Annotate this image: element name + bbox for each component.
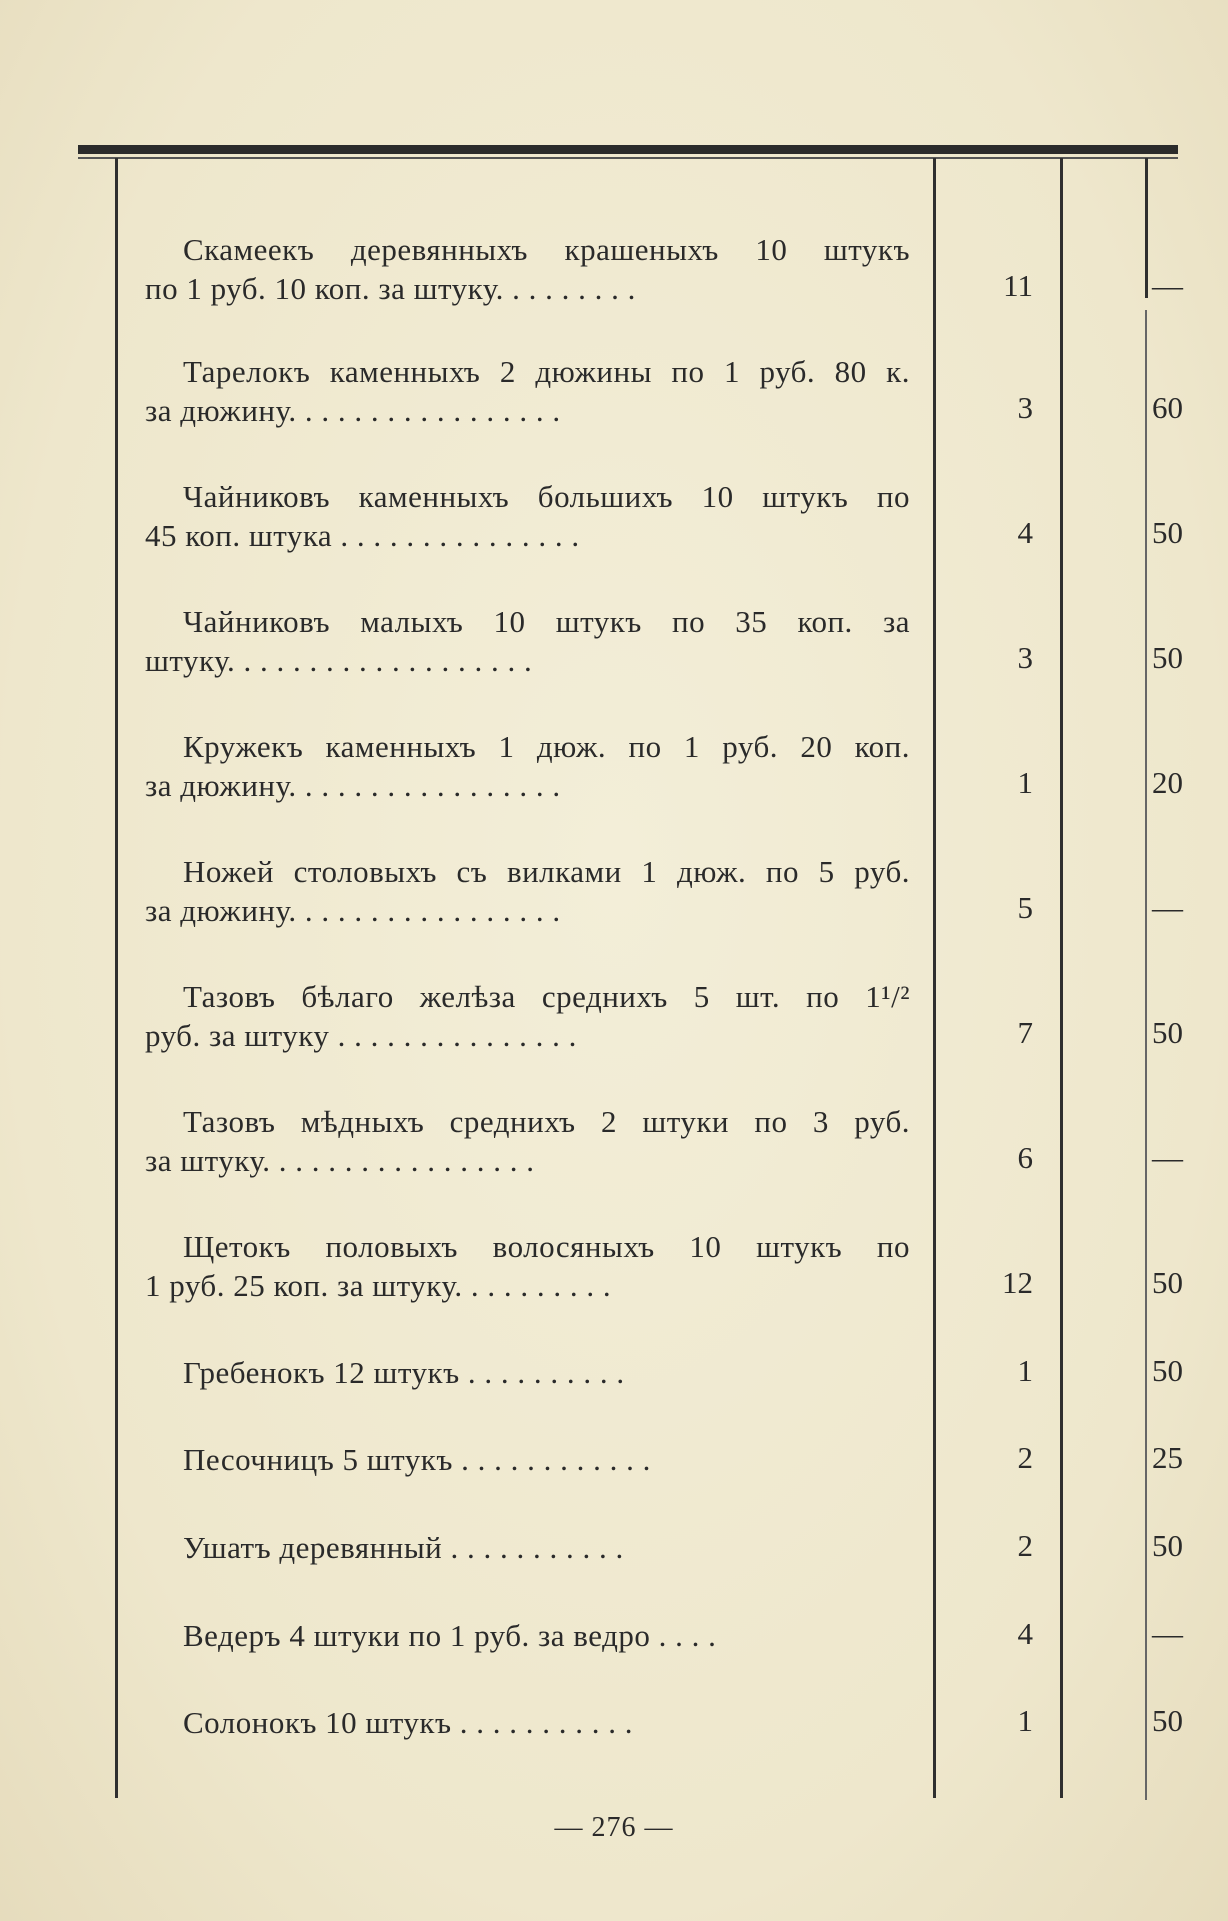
kopecks-amount: — <box>1152 1616 1183 1651</box>
rubles-amount: 11 <box>1003 268 1033 303</box>
left-margin-rule <box>115 158 118 1798</box>
entry-line-1: Скамеекъ деревянныхъ крашеныхъ 10 штукъ <box>183 232 910 267</box>
entry-line-2: за дюжину. . . . . . . . . . . . . . . . . <box>145 393 561 428</box>
rubles-amount: 3 <box>1017 390 1033 425</box>
rubles-amount: 6 <box>1017 1140 1033 1175</box>
entry-line-1: Кружекъ каменныхъ 1 дюж. по 1 руб. 20 коп. <box>183 729 910 764</box>
rubles-amount: 1 <box>1017 765 1033 800</box>
kopecks-amount: 50 <box>1152 1015 1183 1050</box>
entry-text <box>145 852 910 930</box>
rubles-amount: 3 <box>1017 640 1033 675</box>
entry-line-1: Щетокъ половыхъ волосяныхъ 10 штукъ по <box>183 1229 910 1264</box>
top-rule-thin <box>78 157 1178 159</box>
entry-line: Гребенокъ 12 штукъ . . . . . . . . . . <box>183 1355 625 1390</box>
entry-text <box>145 1616 910 1655</box>
rubles-amount: 5 <box>1017 890 1033 925</box>
rubles-amount: 4 <box>1017 1616 1033 1651</box>
entry-line: Ведеръ 4 штуки по 1 руб. за ведро . . . . <box>183 1618 717 1653</box>
rubles-amount: 1 <box>1017 1703 1033 1738</box>
entry-line-2: 45 коп. штука . . . . . . . . . . . . . . . <box>145 518 580 553</box>
entry-text <box>145 352 910 430</box>
entry-line-1: Ножей столовыхъ съ вилками 1 дюж. по 5 руб. <box>183 854 910 889</box>
rubles-amount: 4 <box>1017 515 1033 550</box>
kopecks-amount: 50 <box>1152 1265 1183 1300</box>
entry-text <box>145 602 910 680</box>
entry-line: Песочницъ 5 штукъ . . . . . . . . . . . . <box>183 1442 651 1477</box>
kopecks-amount: 20 <box>1152 765 1183 800</box>
entry-text <box>145 1703 910 1742</box>
entry-line-1: Тазовъ мѣдныхъ среднихъ 2 штуки по 3 руб. <box>183 1104 910 1139</box>
entry-text <box>145 230 910 308</box>
entry-line: Ушатъ деревянный . . . . . . . . . . . <box>183 1530 624 1565</box>
kopecks-amount: 50 <box>1152 1353 1183 1388</box>
entry-line-1: Чайниковъ каменныхъ большихъ 10 штукъ по <box>183 479 910 514</box>
kopecks-amount: 50 <box>1152 1528 1183 1563</box>
kopecks-amount: 25 <box>1152 1440 1183 1475</box>
top-rule <box>78 145 1178 154</box>
entry-line-1: Тазовъ бѣлаго желѣза среднихъ 5 шт. по 1¹/² <box>183 979 910 1014</box>
entry-line-2: за штуку. . . . . . . . . . . . . . . . . <box>145 1143 535 1178</box>
kopecks-amount: — <box>1152 1140 1183 1175</box>
rubles-amount: 7 <box>1017 1015 1033 1050</box>
entry-text <box>145 1528 910 1567</box>
entry-line-2: 1 руб. 25 коп. за штуку. . . . . . . . . . <box>145 1268 612 1303</box>
entry-line-1: Чайниковъ малыхъ 10 штукъ по 35 коп. за <box>183 604 910 639</box>
entry-text <box>145 1102 910 1180</box>
entry-line-2: за дюжину. . . . . . . . . . . . . . . . . <box>145 768 561 803</box>
entry-text <box>145 1440 910 1479</box>
entry-line-2: штуку. . . . . . . . . . . . . . . . . . . <box>145 643 533 678</box>
entry-line: Солонокъ 10 штукъ . . . . . . . . . . . <box>183 1705 634 1740</box>
kopecks-amount: 60 <box>1152 390 1183 425</box>
kopecks-amount: — <box>1152 890 1183 925</box>
entry-text <box>145 477 910 555</box>
kopecks-amount: — <box>1152 268 1183 303</box>
rubles-amount: 2 <box>1017 1440 1033 1475</box>
kopecks-column-rule <box>1060 158 1063 1798</box>
entry-text <box>145 1353 910 1392</box>
entry-text <box>145 727 910 805</box>
entry-text <box>145 977 910 1055</box>
entry-line-2: по 1 руб. 10 коп. за штуку. . . . . . . . . <box>145 271 636 306</box>
kopecks-amount: 50 <box>1152 1703 1183 1738</box>
page-number: — 276 — <box>554 1812 674 1843</box>
rubles-amount: 2 <box>1017 1528 1033 1563</box>
entry-line-2: за дюжину. . . . . . . . . . . . . . . . . <box>145 893 561 928</box>
entry-line-2: руб. за штуку . . . . . . . . . . . . . . . <box>145 1018 577 1053</box>
rubles-amount: 1 <box>1017 1353 1033 1388</box>
rubles-amount: 12 <box>1002 1265 1033 1300</box>
entry-line-1: Тарелокъ каменныхъ 2 дюжины по 1 руб. 80 к. <box>183 354 910 389</box>
entry-text <box>145 1227 910 1305</box>
kopecks-amount: 50 <box>1152 640 1183 675</box>
kopecks-amount: 50 <box>1152 515 1183 550</box>
